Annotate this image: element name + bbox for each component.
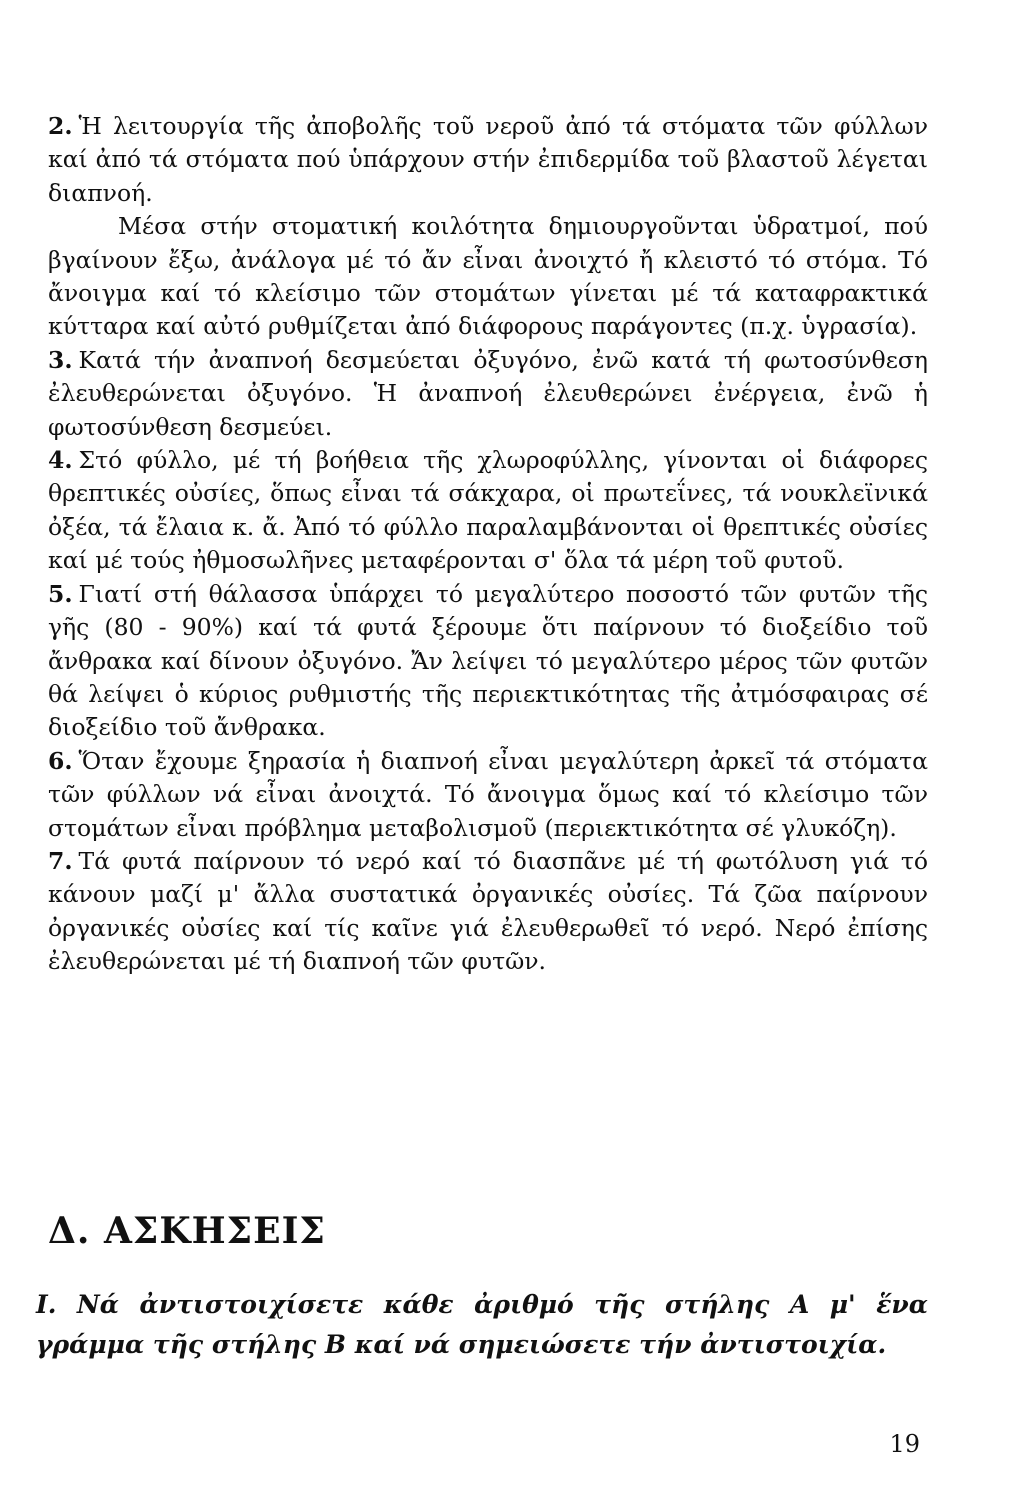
exercise-instruction: Ι. Νά ἀντιστοιχίσετε κάθε ἀριθμό τῆς στήλης Α μ' ἕνα γράμμα τῆς στήλης Β καί νά σημειώσετε τήν ἀντιστοιχία. [36,1290,928,1359]
answer-text: Τά φυτά παίρνουν τό νερό καί τό διασπᾶνε μέ τή φωτόλυση γιά τό κάνουν μαζί μ' ἄλλα συστατικά ὀργανικές οὐσίες. Τά ζῶα παίρνουν ὀργανικές οὐσίες καί τίς καῖνε γιά ἐλευθερωθεῖ τό νερό. Νερό ἐπίσης ἐλευθερώνεται μέ τή διαπνοή τῶν φυτῶν. [48,846,928,976]
page-number: 19 [889,1430,920,1458]
answer-text: Μέσα στήν στοματική κοιλότητα δημιουργοῦνται ὑδρατμοί, πού βγαίνουν ἔξω, ἀνάλογα μέ τό ἄν εἶναι ἀνοιχτό ἤ κλειστό τό στόμα. Τό ἄνοιγμα καί τό κλείσιμο τῶν στομάτων γίνεται μέ τά καταφρακτικά κύτταρα καί αὐτό ρυθμίζεται ἀπό διάφορους παράγοντες (π.χ. ὑγρασία). [48,212,928,341]
answer-text: Γιατί στή θάλασσα ὑπάρχει τό μεγαλύτερο ποσοστό τῶν φυτῶν τῆς γῆς (80 - 90%) καί τά φυτά ξέρουμε ὅτι παίρνουν τό διοξείδιο τοῦ ἄνθρακα καί δίνουν ὀξυγόνο. Ἄν λείψει τό μεγαλύτερο μέρος τῶν φυτῶν θά λείψει ὁ κύριος ρυθμιστής τῆς περιεκτικότητας τῆς ἀτμόσφαιρας σέ διοξείδιο τοῦ ἄνθρακα. [48,579,928,742]
answers-text-block [48,110,928,979]
answer-paragraph-3 [48,344,928,444]
answer-number: 4. [48,446,73,475]
answer-text: Ἡ λειτουργία τῆς ἀποβολῆς τοῦ νεροῦ ἀπό τά στόματα τῶν φύλλων καί ἀπό τά στόματα πού ὑπάρχουν στήν ἐπιδερμίδα τοῦ βλαστοῦ λέγεται διαπνοή. [48,112,928,207]
answer-paragraph-6 [48,745,928,845]
section-title: Δ. ΑΣΚΗΣΕΙΣ [48,1210,326,1252]
answer-text: Ὅταν ἔχουμε ξηρασία ἡ διαπνοή εἶναι μεγαλύτερη ἀρκεῖ τά στόματα τῶν φύλλων νά εἶναι ἀνοιχτά. Τό ἄνοιγμα ὅμως καί τό κλείσιμο τῶν στομάτων εἶναι πρόβλημα μεταβολισμοῦ (περιεκτικότητα σέ γλυκόζη). [48,746,928,842]
answer-number: 7. [48,846,73,875]
answer-number: 6. [48,746,73,775]
answer-paragraph-2-continued [48,210,928,344]
answer-paragraph-2 [48,110,928,210]
answer-number: 5. [48,579,73,608]
answer-number: 3. [48,345,73,374]
answer-number: 2. [48,112,73,140]
answer-paragraph-5 [48,578,928,745]
answer-text: Στό φύλλο, μέ τή βοήθεια τῆς χλωροφύλλης, γίνονται οἱ διάφορες θρεπτικές οὐσίες, ὅπως εἶναι τά σάκχαρα, οἱ πρωτεΐνες, τά νουκλεϊνικά ὀξέα, τά ἔλαια κ. ἄ. Ἀπό τό φύλλο παραλαμβάνονται οἱ θρεπτικές οὐσίες καί μέ τούς ἠθμοσωλῆνες μεταφέρονται σ' ὅλα τά μέρη τοῦ φυτοῦ. [48,446,928,575]
answer-text: Κατά τήν ἀναπνοή δεσμεύεται ὀξυγόνο, ἐνῶ κατά τή φωτοσύνθεση ἐλευθερώνεται ὀξυγόνο. Ἡ ἀναπνοή ἐλευθερώνει ἐνέργεια, ἐνῶ ἡ φωτοσύνθεση δεσμεύει. [48,345,928,441]
answer-paragraph-4 [48,444,928,578]
answer-paragraph-7 [48,845,928,979]
